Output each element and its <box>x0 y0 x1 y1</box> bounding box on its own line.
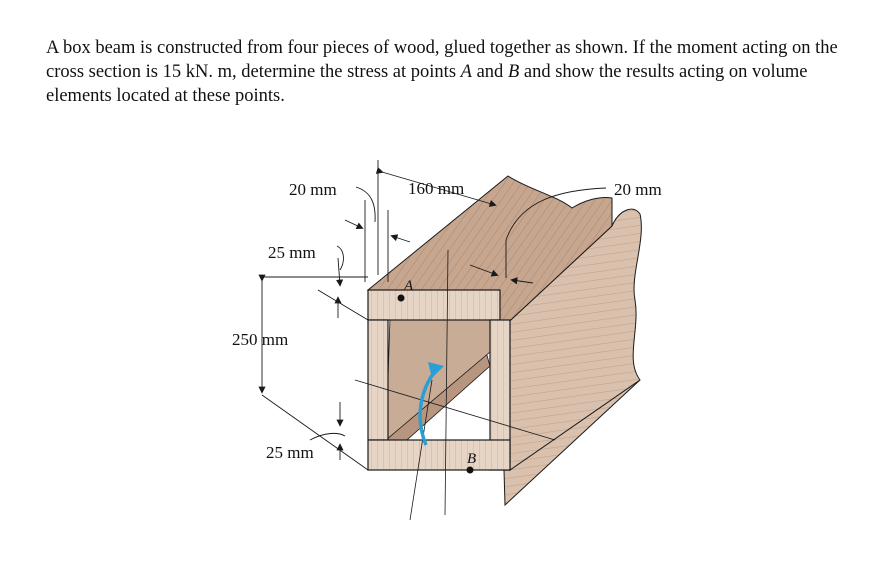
dim-label-20mm-right: 20 mm <box>614 180 662 199</box>
point-a-ref: A <box>460 62 472 82</box>
dim-label-20mm-left: 20 mm <box>289 180 337 199</box>
problem-text-3: and show the results acting on volume elements located at these points. <box>46 62 808 106</box>
front-top-flange <box>368 290 500 320</box>
dim-label-25mm-bottom: 25 mm <box>266 443 314 462</box>
problem-text-2: and <box>471 62 508 82</box>
front-left-web <box>368 320 388 440</box>
dim-label-250mm: 250 mm <box>232 330 289 349</box>
dim-label-160mm: 160 mm <box>408 179 465 198</box>
point-a-label: A <box>404 278 414 294</box>
front-bottom-flange <box>368 440 510 470</box>
point-b-label: B <box>467 451 477 467</box>
point-b-dot <box>467 467 474 474</box>
problem-text-1: A box beam is constructed from four pieces of wood, glued together as shown. If the moment acting on the cross section is 15 kN. m, determine the stress at points <box>46 38 838 82</box>
dim-label-25mm-top: 25 mm <box>268 243 316 262</box>
box-beam <box>368 176 641 505</box>
point-a-dot <box>398 295 405 302</box>
point-b-ref: B <box>507 62 520 82</box>
